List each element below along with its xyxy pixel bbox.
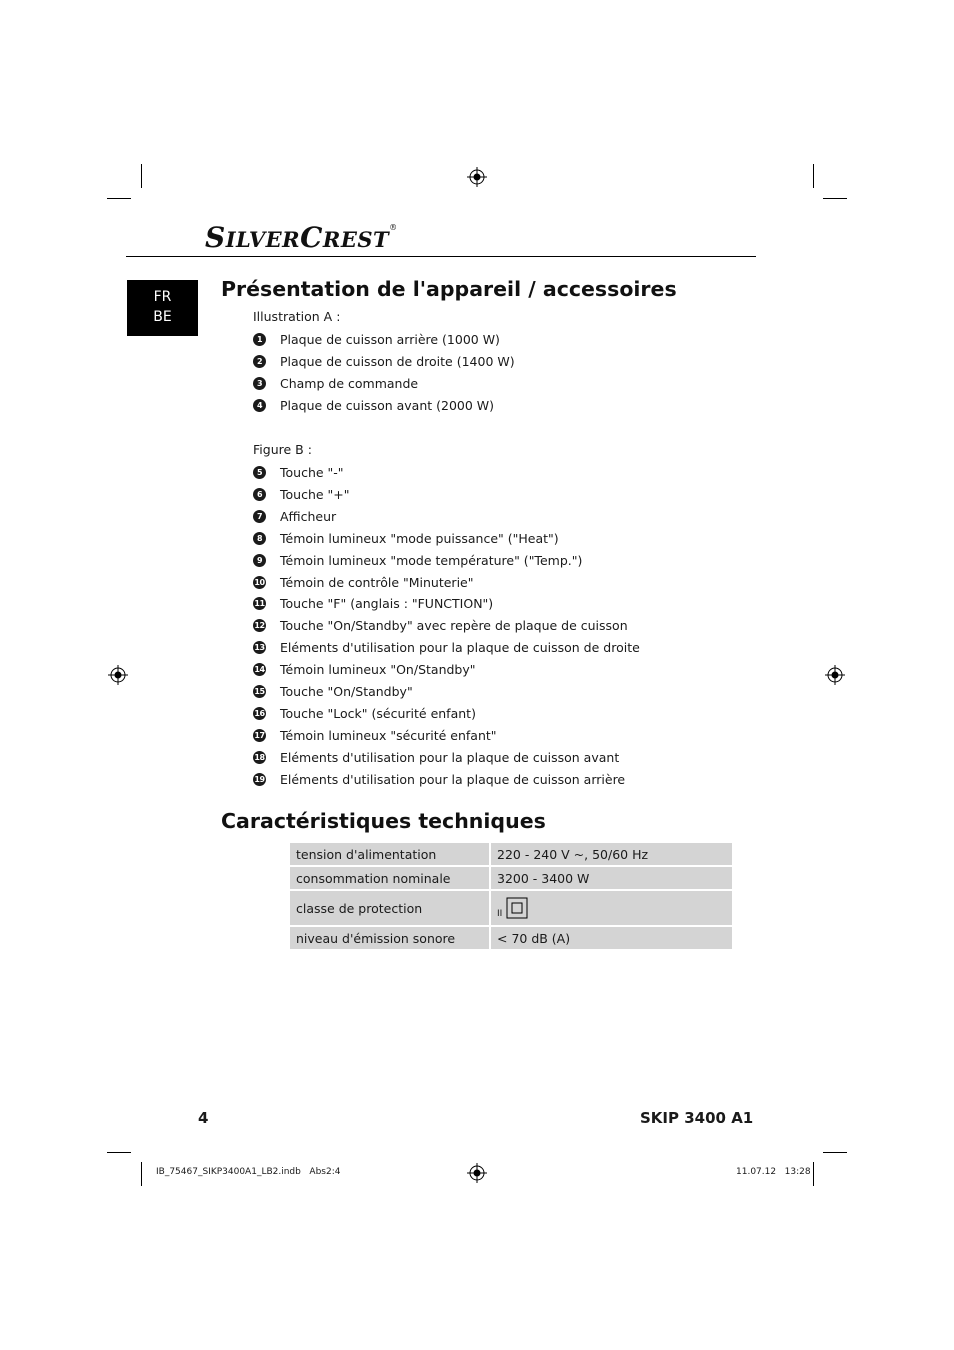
item-text: Touche "On/Standby" avec repère de plaque de cuisson xyxy=(280,618,628,634)
item-number-badge: 8 xyxy=(253,532,266,545)
item-number-badge: 5 xyxy=(253,466,266,479)
crop-mark xyxy=(141,1162,142,1186)
registration-mark-icon xyxy=(825,665,845,685)
item-number-badge: 3 xyxy=(253,377,266,390)
table-row xyxy=(290,843,732,867)
table-row xyxy=(290,891,732,927)
crop-mark xyxy=(107,198,131,199)
item-number-badge: 13 xyxy=(254,643,265,653)
crop-mark xyxy=(813,164,814,188)
item-text: Afficheur xyxy=(280,508,337,524)
language-code: FR xyxy=(153,289,172,305)
crop-mark xyxy=(141,164,142,188)
registration-mark-icon xyxy=(467,167,487,187)
registration-mark-icon xyxy=(108,665,128,685)
brand-logo: SILVERCREST® xyxy=(205,221,398,254)
spec-label: niveau d'émission sonore xyxy=(290,927,491,951)
item-text: Touche "Lock" (sécurité enfant) xyxy=(280,705,476,721)
item-number-badge: 17 xyxy=(254,730,265,740)
item-text: Plaque de cuisson avant (2000 W) xyxy=(280,397,495,413)
item-text: Touche "F" (anglais : "FUNCTION") xyxy=(280,596,494,612)
crop-mark xyxy=(823,1152,847,1153)
item-number-badge: 12 xyxy=(254,621,265,631)
item-number-badge: 16 xyxy=(254,708,265,718)
model-name: SKIP 3400 A1 xyxy=(640,1109,754,1127)
section-heading: Caractéristiques techniques xyxy=(221,809,546,833)
crop-mark xyxy=(107,1152,131,1153)
print-slug-file: IB_75467_SIKP3400A1_LB2.indb Abs2:4 xyxy=(156,1167,341,1177)
item-number-badge: 4 xyxy=(253,399,266,412)
table-row xyxy=(290,867,732,891)
item-number-badge: 11 xyxy=(254,599,265,609)
item-text: Eléments d'utilisation pour la plaque de cuisson de droite xyxy=(280,640,640,656)
item-number-badge: 9 xyxy=(253,554,266,567)
header-rule xyxy=(126,256,756,257)
illustration-label: Illustration A : xyxy=(253,309,341,324)
item-number-badge: 14 xyxy=(254,665,265,675)
spec-value: 3200 - 3400 W xyxy=(491,867,732,891)
print-slug-date: 11.07.12 13:28 xyxy=(736,1167,811,1177)
spec-label: consommation nominale xyxy=(290,867,491,891)
item-text: Témoin lumineux "On/Standby" xyxy=(280,662,476,678)
item-text: Témoin lumineux "mode puissance" ("Heat") xyxy=(280,530,559,546)
page-number: 4 xyxy=(198,1109,209,1127)
item-number-badge: 18 xyxy=(254,752,265,762)
crop-mark xyxy=(823,198,847,199)
language-code: BE xyxy=(153,309,172,325)
section-heading: Présentation de l'appareil / accessoires xyxy=(221,277,677,301)
figure-label: Figure B : xyxy=(253,442,312,457)
item-number-badge: 6 xyxy=(253,488,266,501)
item-number-badge: 15 xyxy=(254,687,265,696)
item-text: Touche "-" xyxy=(280,465,344,480)
item-number-badge: 7 xyxy=(253,510,266,523)
item-text: Eléments d'utilisation pour la plaque de cuisson arrière xyxy=(280,771,626,787)
item-text: Plaque de cuisson arrière (1000 W) xyxy=(280,332,500,347)
language-tab xyxy=(127,280,198,336)
item-number-badge: 19 xyxy=(254,774,265,784)
protection-class-ii-icon xyxy=(506,897,528,919)
protection-class-value: II xyxy=(497,909,503,919)
item-text: Eléments d'utilisation pour la plaque de cuisson avant xyxy=(280,749,620,765)
spec-value: < 70 dB (A) xyxy=(491,927,732,951)
item-text: Témoin de contrôle "Minuterie" xyxy=(280,574,474,590)
spec-label: classe de protection xyxy=(290,891,491,927)
table-row xyxy=(290,927,732,951)
item-text: Témoin lumineux "mode température" ("Temp.") xyxy=(280,552,583,568)
item-number-badge: 1 xyxy=(253,333,266,346)
item-text: Touche "+" xyxy=(280,486,350,502)
spec-value-cell xyxy=(491,891,732,927)
crop-mark xyxy=(813,1162,814,1186)
spec-value: 220 - 240 V ~, 50/60 Hz xyxy=(491,843,732,867)
item-text: Champ de commande xyxy=(280,375,419,391)
registration-mark-icon xyxy=(467,1163,487,1183)
spec-label: tension d'alimentation xyxy=(290,843,491,867)
item-text: Plaque de cuisson de droite (1400 W) xyxy=(280,353,515,369)
item-text: Touche "On/Standby" xyxy=(280,684,413,699)
specs-table xyxy=(290,843,732,951)
item-number-badge: 10 xyxy=(254,577,265,587)
item-number-badge: 2 xyxy=(253,355,266,368)
item-text: Témoin lumineux "sécurité enfant" xyxy=(280,727,497,743)
